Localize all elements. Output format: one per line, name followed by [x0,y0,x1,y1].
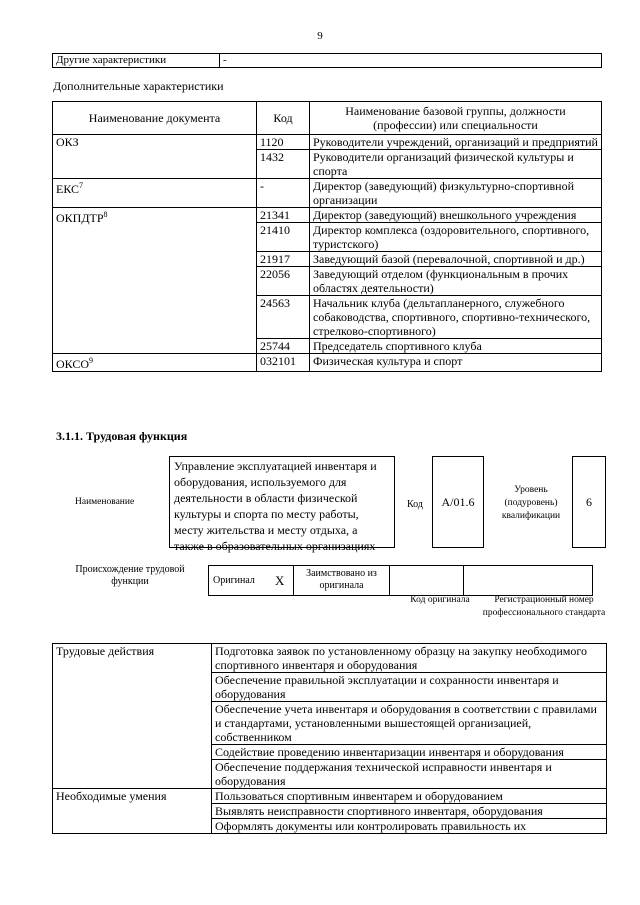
duty-item: Содействие проведению инвентаризации инвентаря и оборудования [212,745,607,760]
function-name-label: Наименование [75,497,135,507]
group-name-cell: Директор (заведующий) внешкольного учреждения [310,208,602,223]
code-cell: 21341 [257,208,310,223]
original-mark: X [271,566,294,596]
additional-title: Дополнительные характеристики [53,79,224,93]
footnote-ref: 8 [103,210,108,219]
group-name-cell: Руководители организаций физической культуры и спорта [310,150,602,179]
duty-item: Пользоваться спортивным инвентарем и оборудованием [212,789,607,804]
other-characteristics-label: Другие характеристики [53,54,220,68]
code-cell: 22056 [257,267,310,296]
table-row [53,135,602,150]
document-name-cell [53,135,257,179]
document-name: ОКПДТР [56,211,104,225]
qualification-level: 6 [572,456,606,548]
header-code: Код [257,102,310,135]
code-cell: 1120 [257,135,310,150]
other-characteristics-table [52,53,602,68]
registration-number-cell [464,566,593,596]
document-name: ОКЗ [56,135,79,149]
duty-item: Обеспечение учета инвентаря и оборудования в соответствии с правилами и стандартами, установленными вышестоящей организацией, собственником [212,702,607,745]
table-row [53,208,602,223]
group-name-cell: Директор комплекса (оздоровительного, спортивного, туристского) [310,223,602,252]
duty-item: Обеспечение поддержания технической исправности инвентаря и оборудования [212,760,607,789]
document-name-cell [53,208,257,354]
duty-item: Обеспечение правильной эксплуатации и сохранности инвентаря и оборудования [212,673,607,702]
code-cell: 032101 [257,354,310,372]
group-name-cell: Заведующий базой (перевалочной, спортивной и др.) [310,252,602,267]
qualification-level-label: Уровень (подуровень) квалификации [501,485,561,521]
document-name-cell [53,354,257,372]
original-code-cell [390,566,464,596]
footnote-ref: 7 [79,181,84,190]
code-cell: 1432 [257,150,310,179]
section-title: 3.1.1. Трудовая функция [56,429,188,443]
duties-table-body [53,644,607,834]
code-cell: 21410 [257,223,310,252]
group-name-cell: Руководители учреждений, организаций и предприятий [310,135,602,150]
table-row [53,179,602,208]
function-code-label: Код [407,499,423,510]
duty-group-label: Необходимые умения [53,789,212,834]
code-cell: - [257,179,310,208]
origin-label: Происхождение трудовой функции [75,564,185,587]
other-characteristics-value: - [220,54,602,68]
documents-table [52,101,602,372]
duties-table [52,643,607,834]
group-name-cell: Директор (заведующий) физкультурно-спортивной организации [310,179,602,208]
registration-number-caption: Регистрационный номер профессионального стандарта [482,595,606,618]
original-code-caption: Код оригинала [410,595,470,605]
group-name-cell: Начальник клуба (дельтапланерного, служебного собаководства, спортивного, спортивно-технического, стрелково-спортивного) [310,296,602,339]
header-document: Наименование документа [53,102,257,135]
duty-item: Выявлять неисправности спортивного инвентаря, оборудования [212,804,607,819]
group-name-cell: Физическая культура и спорт [310,354,602,372]
header-group-name: Наименование базовой группы, должности (профессии) или специальности [310,102,602,135]
code-cell: 25744 [257,339,310,354]
group-name-cell: Председатель спортивного клуба [310,339,602,354]
footnote-ref: 9 [89,356,94,365]
function-code: A/01.6 [432,456,484,548]
origin-table [208,565,593,596]
duty-item: Оформлять документы или контролировать правильность их [212,819,607,834]
function-name: Управление эксплуатацией инвентаря и оборудования, используемого для деятельности в области физической культуры и спорта по месту работы, месту жительства и месту отдыха, а также в образовательных организациях [169,456,395,548]
borrowed-label: Заимствовано из оригинала [294,566,390,596]
code-cell: 24563 [257,296,310,339]
table-row [53,354,602,372]
group-name-cell: Заведующий отделом (функциональным в прочих областях деятельности) [310,267,602,296]
document-name-cell [53,179,257,208]
documents-table-body [53,135,602,372]
table-row [53,789,607,804]
page-number: 9 [317,30,323,42]
document-name: ОКСО [56,357,90,371]
code-cell: 21917 [257,252,310,267]
original-label: Оригинал [209,566,272,596]
document-name: ЕКС [56,182,80,196]
table-row [53,644,607,673]
duty-item: Подготовка заявок по установленному образцу на закупку необходимого спортивного инвентаря и оборудования [212,644,607,673]
duty-group-label: Трудовые действия [53,644,212,789]
